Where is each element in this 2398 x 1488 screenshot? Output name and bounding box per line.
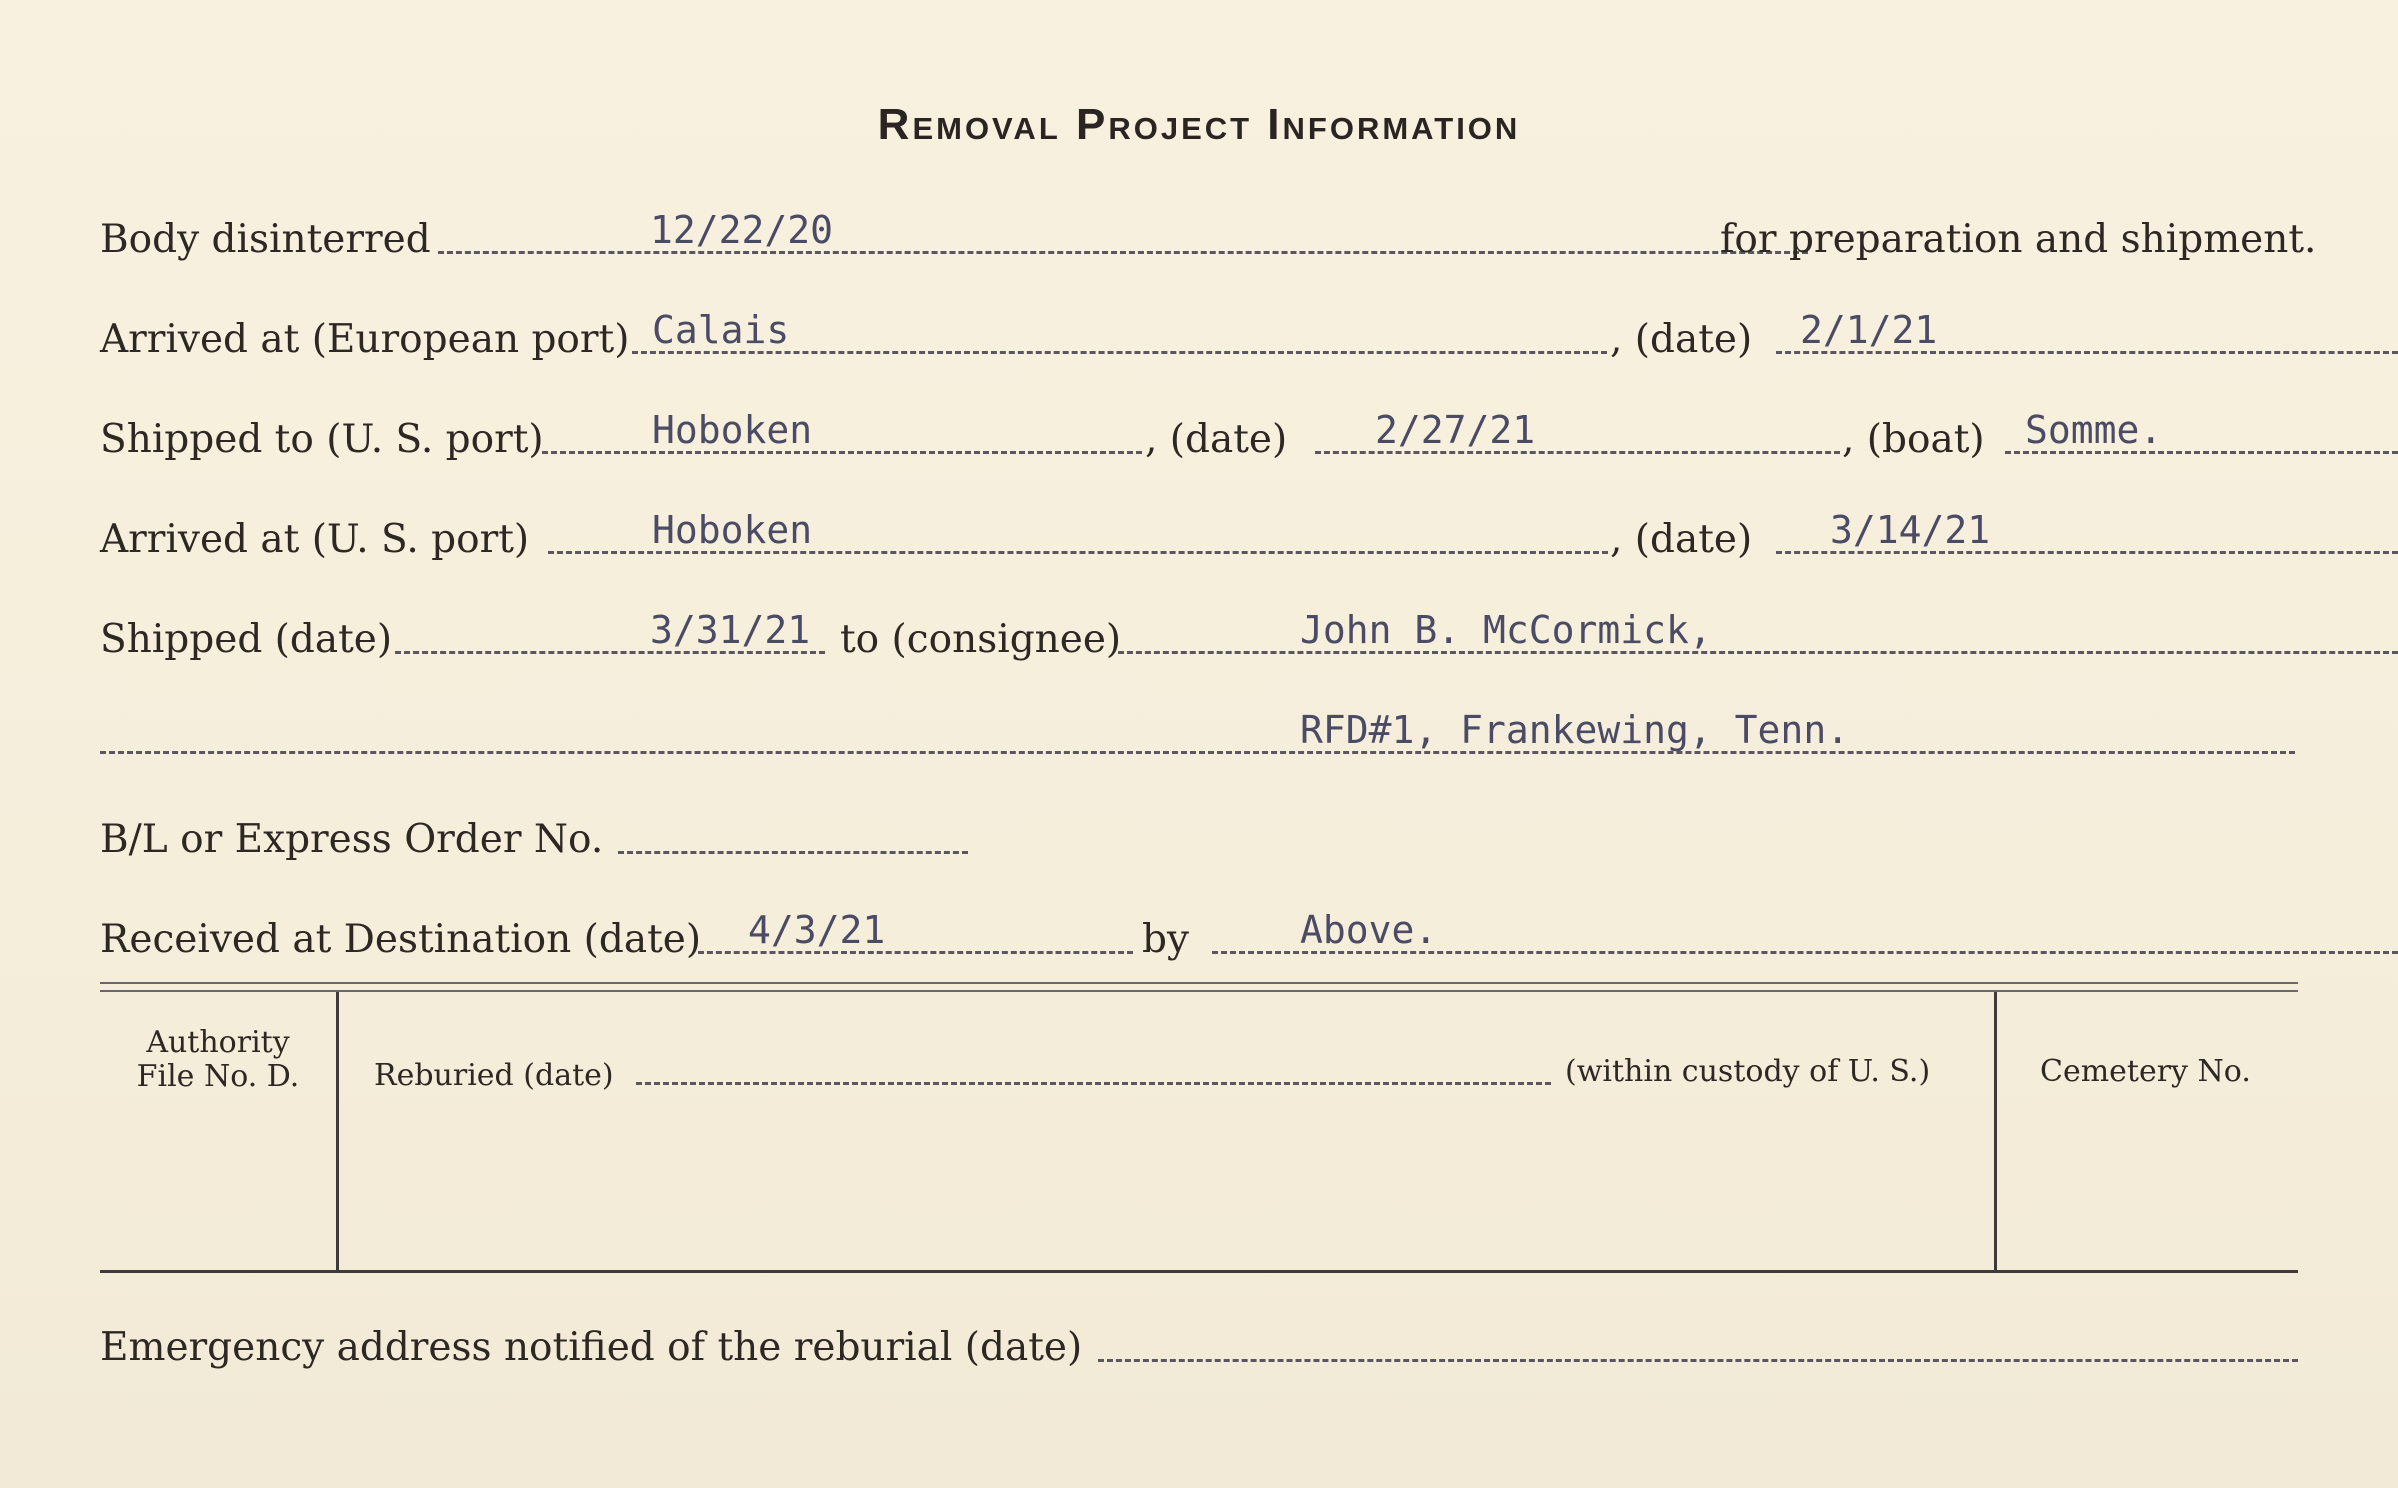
shipped-us-boat: Somme. [2025,408,2163,452]
shipped-us-port: Hoboken [652,408,813,452]
arrived-european-date: 2/1/21 [1800,308,1938,352]
dotted-line [636,1082,1551,1085]
received-by: Above. [1300,908,1438,952]
table-divider [336,992,339,1270]
dotted-line [438,251,1808,254]
row-consignee-address [100,710,2300,770]
received-label: Received at Destination (date) [100,917,702,962]
row-received [100,910,2300,970]
dotted-line [1098,1359,2298,1362]
received-by-label: by [1142,917,1189,962]
row-bl-order [100,810,2300,870]
reburied-label: Reburied (date) [374,1058,614,1093]
row-emergency [100,1318,2300,1378]
body-disinterred-date: 12/22/20 [650,208,834,252]
table-divider [1994,992,1997,1270]
row-shipped-us [100,410,2300,470]
arrived-european-label: Arrived at (European port) [100,317,630,362]
arrived-us-label: Arrived at (U. S. port) [100,517,530,562]
shipped-us-boat-label: , (boat) [1842,417,1985,462]
consignee-name: John B. McCormick, [1300,608,1712,652]
dotted-line [542,451,1142,454]
emergency-label: Emergency address notified of the reburial (date) [100,1325,1083,1370]
arrived-us-date-label: , (date) [1610,517,1753,562]
consignee-address: RFD#1, Frankewing, Tenn. [1300,708,1850,752]
authority-label: Authority [146,1025,290,1060]
cemetery-no-label: Cemetery No. [2040,1054,2251,1089]
custody-label: (within custody of U. S.) [1565,1054,1931,1089]
row-arrived-us [100,510,2300,570]
authority-cell [100,1026,336,1094]
shipped-label: Shipped (date) [100,617,393,662]
page-title: Removal Project Information [877,100,1521,149]
shipped-us-date-label: , (date) [1145,417,1288,462]
shipped-us-label: Shipped to (U. S. port) [100,417,544,462]
row-body-disinterred [100,208,2317,270]
dotted-line [100,751,2295,754]
arrived-european-date-label: , (date) [1610,317,1753,362]
body-disinterred-label: Body disinterred [100,217,431,262]
row-arrived-european [100,310,2300,370]
table-top-rule [100,982,2298,992]
dotted-line [618,851,968,854]
bl-order-label: B/L or Express Order No. [100,817,604,862]
file-no-label: File No. D. [136,1059,300,1094]
consignee-label: to (consignee) [840,617,1122,662]
arrived-us-port: Hoboken [652,508,813,552]
arrived-european-port: Calais [652,308,790,352]
body-disinterred-suffix: for preparation and shipment. [1720,217,2317,262]
arrived-us-date: 3/14/21 [1830,508,1991,552]
row-shipped [100,610,2300,670]
shipped-date: 3/31/21 [650,608,811,652]
received-date: 4/3/21 [748,908,886,952]
table-bottom-rule [100,1270,2298,1273]
shipped-us-date: 2/27/21 [1375,408,1536,452]
